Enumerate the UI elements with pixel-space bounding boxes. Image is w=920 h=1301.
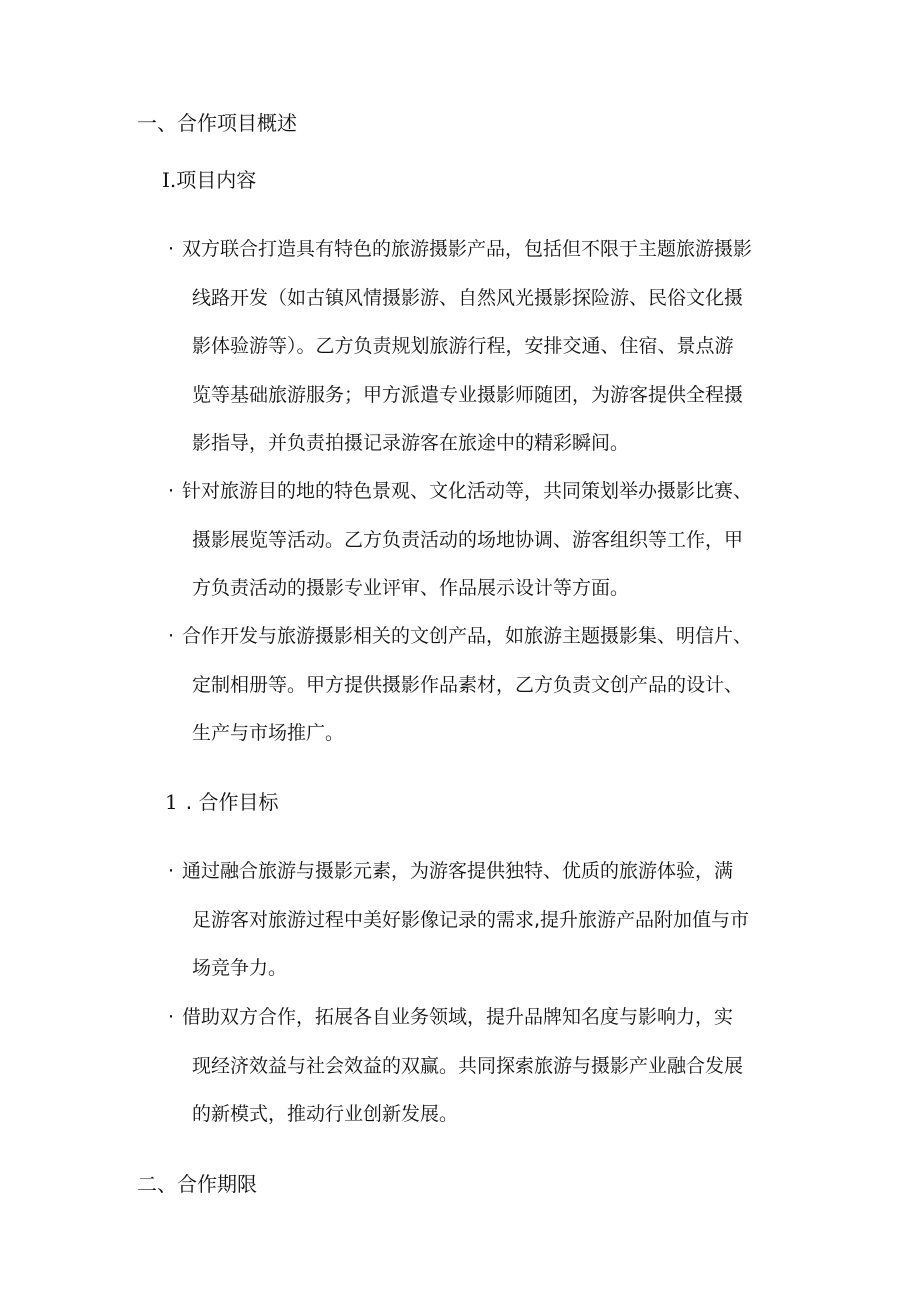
subheading-project-content [162, 166, 256, 194]
list-item [168, 467, 790, 613]
paragraph-line: 生产与市场推广。 [192, 722, 345, 744]
paragraph-line: 借助双方合作，拓展各自业务领域，提升品牌知名度与影响力，实 [182, 1006, 734, 1028]
subheading-title: . 合作目标 [185, 790, 279, 814]
subheading-title: 项目内容 [176, 168, 257, 192]
paragraph-line: 现经济效益与社会效益的双赢。共同探索旅游与摄影产业融合发展 [192, 1054, 744, 1077]
subheading-cooperation-goals [165, 788, 278, 816]
paragraph-line: 足游客对旅游过程中美好影像记录的需求,提升旅游产品附加值与市 [192, 908, 750, 931]
paragraph-line: 方负责活动的摄影专业评审、作品展示设计等方面。 [192, 577, 630, 599]
paragraph-line: 览等基础旅游服务；甲方派遣专业摄影师随团，为游客提供全程摄 [192, 383, 744, 406]
list-item [168, 612, 790, 758]
paragraph-line: 的新模式，推动行业创新发展。 [192, 1103, 459, 1125]
section-heading-term: 二、合作期限 [137, 1172, 257, 1196]
list-item [168, 847, 790, 993]
paragraph-line: 影指导，并负责拍摄记录游客在旅途中的精彩瞬间。 [192, 432, 630, 454]
paragraph-line: 通过融合旅游与摄影元素，为游客提供独特、优质的旅游体验，满 [182, 860, 734, 882]
bullet-dot: · [168, 238, 175, 260]
paragraph-line: 摄影展览等活动。乙方负责活动的场地协调、游客组织等工作，甲 [192, 528, 744, 551]
paragraph-line: 合作开发与旅游摄影相关的文创产品，如旅游主题摄影集、明信片、 [182, 625, 753, 647]
bullet-dot: · [168, 480, 175, 502]
list-item [168, 225, 790, 468]
bullet-dot: · [168, 860, 175, 882]
paragraph-line: 场竞争力。 [192, 957, 288, 979]
subheading-number: 1 [165, 790, 178, 814]
paragraph-line: 定制相册等。甲方提供摄影作品素材，乙方负责文创产品的设计、 [192, 673, 744, 696]
bullet-dot: · [168, 1006, 175, 1028]
paragraph-line: 针对旅游目的地的特色景观、文化活动等，共同策划举办摄影比赛、 [182, 480, 753, 502]
section-heading-overview: 一、合作项目概述 [137, 111, 297, 135]
subheading-number: I. [162, 168, 177, 192]
paragraph-line: 影体验游等）。乙方负责规划旅游行程，安排交通、住宿、景点游 [192, 335, 734, 357]
list-item [168, 993, 790, 1139]
paragraph-line: 双方联合打造具有特色的旅游摄影产品，包括但不限于主题旅游摄影 [182, 238, 753, 260]
paragraph-line: 线路开发（如古镇风情摄影游、自然风光摄影探险游、民俗文化摄 [192, 286, 744, 309]
bullet-dot: · [168, 625, 175, 647]
